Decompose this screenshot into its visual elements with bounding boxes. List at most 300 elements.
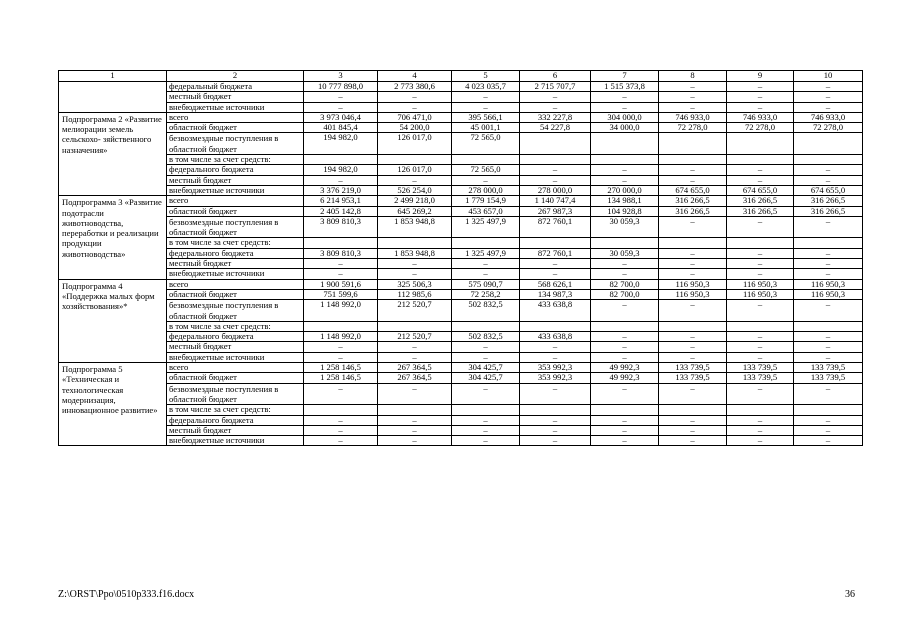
amount-cell: 54 200,0 [378, 123, 452, 133]
amount-cell: – [304, 436, 378, 446]
amount-cell: 6 214 953,1 [304, 196, 378, 206]
amount-cell [659, 238, 727, 248]
funding-source-cell: внебюджетные источники [167, 269, 304, 279]
table-row [59, 405, 863, 415]
amount-cell [520, 133, 591, 155]
amount-cell: – [520, 175, 591, 185]
amount-cell: 2 715 707,7 [520, 82, 591, 92]
table-row [59, 175, 863, 185]
table-row [59, 425, 863, 435]
amount-cell: 2 773 380,6 [378, 82, 452, 92]
table-row [59, 383, 863, 405]
funding-source-cell: областной бюджет [167, 206, 304, 216]
amount-cell: – [727, 216, 794, 238]
amount-cell [591, 238, 659, 248]
amount-cell: – [520, 165, 591, 175]
amount-cell: – [794, 165, 863, 175]
amount-cell: 4 023 035,7 [452, 82, 520, 92]
funding-source-cell: федерального бюджета [167, 248, 304, 258]
amount-cell: – [304, 425, 378, 435]
amount-cell: 746 933,0 [794, 112, 863, 122]
table-row [59, 259, 863, 269]
amount-cell: – [591, 436, 659, 446]
document-file-path: Z:\ORST\Ppo\0510p333.f16.docx [58, 589, 195, 600]
amount-cell: 304 425,7 [452, 373, 520, 383]
funding-source-cell: областной бюджет [167, 289, 304, 299]
funding-source-cell: областной бюджет [167, 373, 304, 383]
amount-cell: 433 638,8 [520, 300, 591, 322]
table-row [59, 332, 863, 342]
amount-cell: – [659, 216, 727, 238]
amount-cell: 133 739,5 [659, 373, 727, 383]
amount-cell: 453 657,0 [452, 206, 520, 216]
amount-cell: – [727, 300, 794, 322]
amount-cell [304, 155, 378, 165]
amount-cell: 3 973 046,4 [304, 112, 378, 122]
amount-cell [659, 405, 727, 415]
amount-cell: – [659, 332, 727, 342]
amount-cell: – [304, 342, 378, 352]
amount-cell: – [591, 425, 659, 435]
funding-source-cell: местный бюджет [167, 175, 304, 185]
amount-cell: – [452, 92, 520, 102]
amount-cell [727, 321, 794, 331]
table-row [59, 352, 863, 362]
amount-cell: – [727, 248, 794, 258]
amount-cell: – [378, 269, 452, 279]
table-row [59, 165, 863, 175]
funding-source-cell: в том числе за счет средств: [167, 405, 304, 415]
table-body [59, 71, 863, 446]
amount-cell: – [659, 425, 727, 435]
amount-cell: 304 425,7 [452, 363, 520, 373]
amount-cell: – [304, 383, 378, 405]
amount-cell: – [727, 269, 794, 279]
amount-cell [452, 155, 520, 165]
amount-cell: 395 566,1 [452, 112, 520, 122]
table-row [59, 185, 863, 195]
amount-cell: – [659, 300, 727, 322]
amount-cell: 34 000,0 [591, 123, 659, 133]
amount-cell [591, 405, 659, 415]
amount-cell [378, 155, 452, 165]
amount-cell: 212 520,7 [378, 300, 452, 322]
amount-cell: 325 506,3 [378, 279, 452, 289]
amount-cell: 872 760,1 [520, 248, 591, 258]
table-row [59, 342, 863, 352]
amount-cell: – [659, 92, 727, 102]
amount-cell: 10 777 898,0 [304, 82, 378, 92]
amount-cell [520, 155, 591, 165]
amount-cell: – [794, 175, 863, 185]
amount-cell: 45 001,1 [452, 123, 520, 133]
subprogram-name-cell: Подпрограмма 3 «Развитие подотрасли животноводства, переработки и реализации продукции животноводства» [59, 196, 167, 279]
amount-cell: – [794, 269, 863, 279]
amount-cell: 72 278,0 [727, 123, 794, 133]
amount-cell: – [727, 425, 794, 435]
table-row [59, 269, 863, 279]
column-number-cell: 2 [167, 71, 304, 82]
funding-source-cell: федерального бюджета [167, 165, 304, 175]
table-row [59, 289, 863, 299]
column-number-header-row [59, 71, 863, 82]
amount-cell: – [452, 175, 520, 185]
column-number-cell: 8 [659, 71, 727, 82]
amount-cell: – [727, 436, 794, 446]
funding-source-cell: всего [167, 112, 304, 122]
funding-source-cell: внебюджетные источники [167, 185, 304, 195]
amount-cell [794, 155, 863, 165]
amount-cell: – [452, 415, 520, 425]
amount-cell: 1 325 497,9 [452, 248, 520, 258]
amount-cell: – [659, 342, 727, 352]
amount-cell: – [452, 102, 520, 112]
amount-cell: 433 638,8 [520, 332, 591, 342]
amount-cell: 267 987,3 [520, 206, 591, 216]
amount-cell: – [378, 425, 452, 435]
amount-cell: – [727, 165, 794, 175]
table-row [59, 102, 863, 112]
amount-cell: 72 278,0 [794, 123, 863, 133]
table-row [59, 248, 863, 258]
column-number-cell: 4 [378, 71, 452, 82]
page-number: 36 [845, 589, 855, 600]
amount-cell: – [591, 175, 659, 185]
amount-cell [794, 238, 863, 248]
amount-cell: 133 739,5 [794, 363, 863, 373]
table-row [59, 300, 863, 322]
amount-cell: 1 900 591,6 [304, 279, 378, 289]
amount-cell [659, 321, 727, 331]
amount-cell: 116 950,3 [659, 279, 727, 289]
amount-cell: 126 017,0 [378, 165, 452, 175]
amount-cell: 278 000,0 [452, 185, 520, 195]
amount-cell [794, 405, 863, 415]
amount-cell: – [591, 342, 659, 352]
amount-cell: – [794, 300, 863, 322]
column-number-cell: 6 [520, 71, 591, 82]
amount-cell: – [304, 92, 378, 102]
amount-cell: – [452, 259, 520, 269]
amount-cell: – [378, 175, 452, 185]
amount-cell [727, 405, 794, 415]
amount-cell: – [520, 92, 591, 102]
amount-cell [794, 321, 863, 331]
amount-cell: 304 000,0 [591, 112, 659, 122]
amount-cell: – [794, 216, 863, 238]
amount-cell: 194 982,0 [304, 133, 378, 155]
funding-source-cell: местный бюджет [167, 259, 304, 269]
amount-cell: 194 982,0 [304, 165, 378, 175]
funding-source-cell: федерального бюджета [167, 415, 304, 425]
amount-cell: – [727, 82, 794, 92]
amount-cell: – [378, 436, 452, 446]
amount-cell [794, 133, 863, 155]
funding-source-cell: безвозмездные поступления в областной бюджет [167, 133, 304, 155]
amount-cell: – [659, 259, 727, 269]
amount-cell: – [794, 342, 863, 352]
table-row [59, 373, 863, 383]
amount-cell: – [378, 102, 452, 112]
amount-cell: 134 988,1 [591, 196, 659, 206]
amount-cell: – [520, 415, 591, 425]
amount-cell: – [659, 102, 727, 112]
amount-cell: – [304, 259, 378, 269]
amount-cell [304, 405, 378, 415]
funding-source-cell: внебюджетные источники [167, 102, 304, 112]
column-number-cell: 5 [452, 71, 520, 82]
funding-source-cell: местный бюджет [167, 342, 304, 352]
funding-source-cell: в том числе за счет средств: [167, 238, 304, 248]
amount-cell: – [520, 383, 591, 405]
amount-cell: – [659, 352, 727, 362]
amount-cell: – [304, 102, 378, 112]
amount-cell: – [659, 82, 727, 92]
amount-cell: – [659, 175, 727, 185]
amount-cell: – [591, 92, 659, 102]
amount-cell [591, 133, 659, 155]
amount-cell: – [520, 352, 591, 362]
amount-cell: 746 933,0 [727, 112, 794, 122]
amount-cell: 116 950,3 [727, 289, 794, 299]
amount-cell: – [794, 92, 863, 102]
amount-cell: 49 992,3 [591, 363, 659, 373]
table-row [59, 133, 863, 155]
amount-cell: 575 090,7 [452, 279, 520, 289]
column-number-cell: 10 [794, 71, 863, 82]
subprogram-name-cell: Подпрограмма 2 «Развитие мелиорации земель сельскохо- зяйственного назначения» [59, 112, 167, 195]
amount-cell: 316 266,5 [794, 206, 863, 216]
table-row [59, 112, 863, 122]
column-number-cell: 9 [727, 71, 794, 82]
amount-cell [591, 321, 659, 331]
amount-cell: – [794, 248, 863, 258]
subprogram-name-cell [59, 82, 167, 113]
amount-cell: 502 832,5 [452, 300, 520, 322]
subprogram-name-cell: Подпрограмма 5 «Техническая и технологическая модернизация, инновационное развитие» [59, 363, 167, 446]
amount-cell: 706 471,0 [378, 112, 452, 122]
amount-cell: – [659, 269, 727, 279]
funding-source-cell: в том числе за счет средств: [167, 155, 304, 165]
amount-cell: 267 364,5 [378, 363, 452, 373]
table-row [59, 321, 863, 331]
amount-cell: 1 258 146,5 [304, 363, 378, 373]
funding-source-cell: безвозмездные поступления в областной бюджет [167, 216, 304, 238]
amount-cell [452, 238, 520, 248]
table-row [59, 216, 863, 238]
amount-cell: – [591, 269, 659, 279]
amount-cell: 674 655,0 [794, 185, 863, 195]
amount-cell: 1 853 948,8 [378, 248, 452, 258]
amount-cell: – [727, 342, 794, 352]
amount-cell: 1 258 146,5 [304, 373, 378, 383]
amount-cell: 134 987,3 [520, 289, 591, 299]
amount-cell [591, 155, 659, 165]
amount-cell [727, 133, 794, 155]
table-row [59, 363, 863, 373]
amount-cell: – [304, 415, 378, 425]
table-row [59, 155, 863, 165]
amount-cell: – [378, 342, 452, 352]
table-row [59, 238, 863, 248]
column-number-cell: 3 [304, 71, 378, 82]
amount-cell: 270 000,0 [591, 185, 659, 195]
amount-cell: – [520, 436, 591, 446]
amount-cell: 72 565,0 [452, 165, 520, 175]
amount-cell: 133 739,5 [727, 373, 794, 383]
column-number-cell: 1 [59, 71, 167, 82]
amount-cell: – [659, 383, 727, 405]
amount-cell: – [794, 425, 863, 435]
amount-cell: 3 809 810,3 [304, 248, 378, 258]
amount-cell: 2 405 142,8 [304, 206, 378, 216]
amount-cell [304, 238, 378, 248]
funding-source-cell: безвозмездные поступления в областной бюджет [167, 300, 304, 322]
amount-cell: 116 950,3 [794, 279, 863, 289]
amount-cell: 278 000,0 [520, 185, 591, 195]
funding-source-cell: местный бюджет [167, 425, 304, 435]
funding-source-cell: местный бюджет [167, 92, 304, 102]
table-row [59, 279, 863, 289]
amount-cell: 526 254,0 [378, 185, 452, 195]
amount-cell: 1 148 992,0 [304, 332, 378, 342]
amount-cell: – [659, 165, 727, 175]
amount-cell: 316 266,5 [727, 206, 794, 216]
amount-cell: – [520, 269, 591, 279]
amount-cell: – [452, 352, 520, 362]
amount-cell: – [591, 259, 659, 269]
funding-source-cell: федеральный бюджета [167, 82, 304, 92]
amount-cell: 3 809 810,3 [304, 216, 378, 238]
amount-cell: 316 266,5 [794, 196, 863, 206]
amount-cell: 72 278,0 [659, 123, 727, 133]
amount-cell: 112 985,6 [378, 289, 452, 299]
amount-cell: – [659, 248, 727, 258]
amount-cell: 1 140 747,4 [520, 196, 591, 206]
amount-cell: 116 950,3 [659, 289, 727, 299]
amount-cell: – [452, 342, 520, 352]
amount-cell: – [591, 165, 659, 175]
amount-cell [520, 238, 591, 248]
amount-cell: – [794, 383, 863, 405]
amount-cell: – [520, 102, 591, 112]
amount-cell: 267 364,5 [378, 373, 452, 383]
amount-cell: – [727, 259, 794, 269]
amount-cell: 116 950,3 [794, 289, 863, 299]
amount-cell: 104 928,8 [591, 206, 659, 216]
amount-cell: 212 520,7 [378, 332, 452, 342]
amount-cell: – [520, 342, 591, 352]
amount-cell: 2 499 218,0 [378, 196, 452, 206]
table-row [59, 92, 863, 102]
amount-cell: – [304, 352, 378, 362]
amount-cell: – [452, 425, 520, 435]
funding-source-cell: областной бюджет [167, 123, 304, 133]
amount-cell: 72 565,0 [452, 133, 520, 155]
amount-cell: – [378, 92, 452, 102]
amount-cell: – [452, 269, 520, 279]
table-row [59, 436, 863, 446]
amount-cell [378, 321, 452, 331]
amount-cell: 72 258,2 [452, 289, 520, 299]
table-row [59, 196, 863, 206]
subprogram-name-cell: Подпрограмма 4 «Поддержка малых форм хозяйствования»* [59, 279, 167, 362]
amount-cell: – [727, 352, 794, 362]
amount-cell: 316 266,5 [659, 196, 727, 206]
amount-cell: 751 599,6 [304, 289, 378, 299]
amount-cell: 82 700,0 [591, 279, 659, 289]
amount-cell: 353 992,3 [520, 373, 591, 383]
amount-cell [727, 238, 794, 248]
amount-cell: – [794, 415, 863, 425]
amount-cell [520, 321, 591, 331]
column-number-cell: 7 [591, 71, 659, 82]
amount-cell [378, 405, 452, 415]
amount-cell: – [591, 352, 659, 362]
amount-cell: 568 626,1 [520, 279, 591, 289]
amount-cell: – [452, 436, 520, 446]
amount-cell: 1 853 948,8 [378, 216, 452, 238]
amount-cell: 746 933,0 [659, 112, 727, 122]
amount-cell: 1 515 373,8 [591, 82, 659, 92]
amount-cell [452, 321, 520, 331]
amount-cell: – [727, 92, 794, 102]
funding-source-cell: безвозмездные поступления в областной бюджет [167, 383, 304, 405]
amount-cell: – [378, 259, 452, 269]
amount-cell: – [794, 259, 863, 269]
table-row [59, 415, 863, 425]
amount-cell: – [520, 259, 591, 269]
amount-cell: – [794, 332, 863, 342]
funding-source-cell: всего [167, 363, 304, 373]
amount-cell: 126 017,0 [378, 133, 452, 155]
amount-cell: 502 832,5 [452, 332, 520, 342]
amount-cell: – [378, 383, 452, 405]
amount-cell: – [304, 269, 378, 279]
amount-cell: 49 992,3 [591, 373, 659, 383]
table-row [59, 123, 863, 133]
amount-cell: – [794, 436, 863, 446]
amount-cell: 133 739,5 [727, 363, 794, 373]
funding-source-cell: федерального бюджета [167, 332, 304, 342]
funding-source-cell: в том числе за счет средств: [167, 321, 304, 331]
amount-cell: 3 376 219,0 [304, 185, 378, 195]
funding-source-cell: внебюджетные источники [167, 436, 304, 446]
amount-cell: 30 059,3 [591, 216, 659, 238]
amount-cell: – [591, 383, 659, 405]
amount-cell: 674 655,0 [659, 185, 727, 195]
amount-cell: – [659, 436, 727, 446]
table-row [59, 206, 863, 216]
amount-cell: – [794, 82, 863, 92]
amount-cell: 316 266,5 [659, 206, 727, 216]
amount-cell [659, 155, 727, 165]
amount-cell: – [659, 415, 727, 425]
amount-cell: – [727, 175, 794, 185]
amount-cell: 872 760,1 [520, 216, 591, 238]
amount-cell: 1 779 154,9 [452, 196, 520, 206]
amount-cell: – [304, 175, 378, 185]
amount-cell: – [591, 332, 659, 342]
amount-cell: – [727, 383, 794, 405]
amount-cell [304, 321, 378, 331]
amount-cell [378, 238, 452, 248]
amount-cell: 133 739,5 [659, 363, 727, 373]
amount-cell: 1 325 497,9 [452, 216, 520, 238]
amount-cell [520, 405, 591, 415]
amount-cell: 353 992,3 [520, 363, 591, 373]
amount-cell: 674 655,0 [727, 185, 794, 195]
